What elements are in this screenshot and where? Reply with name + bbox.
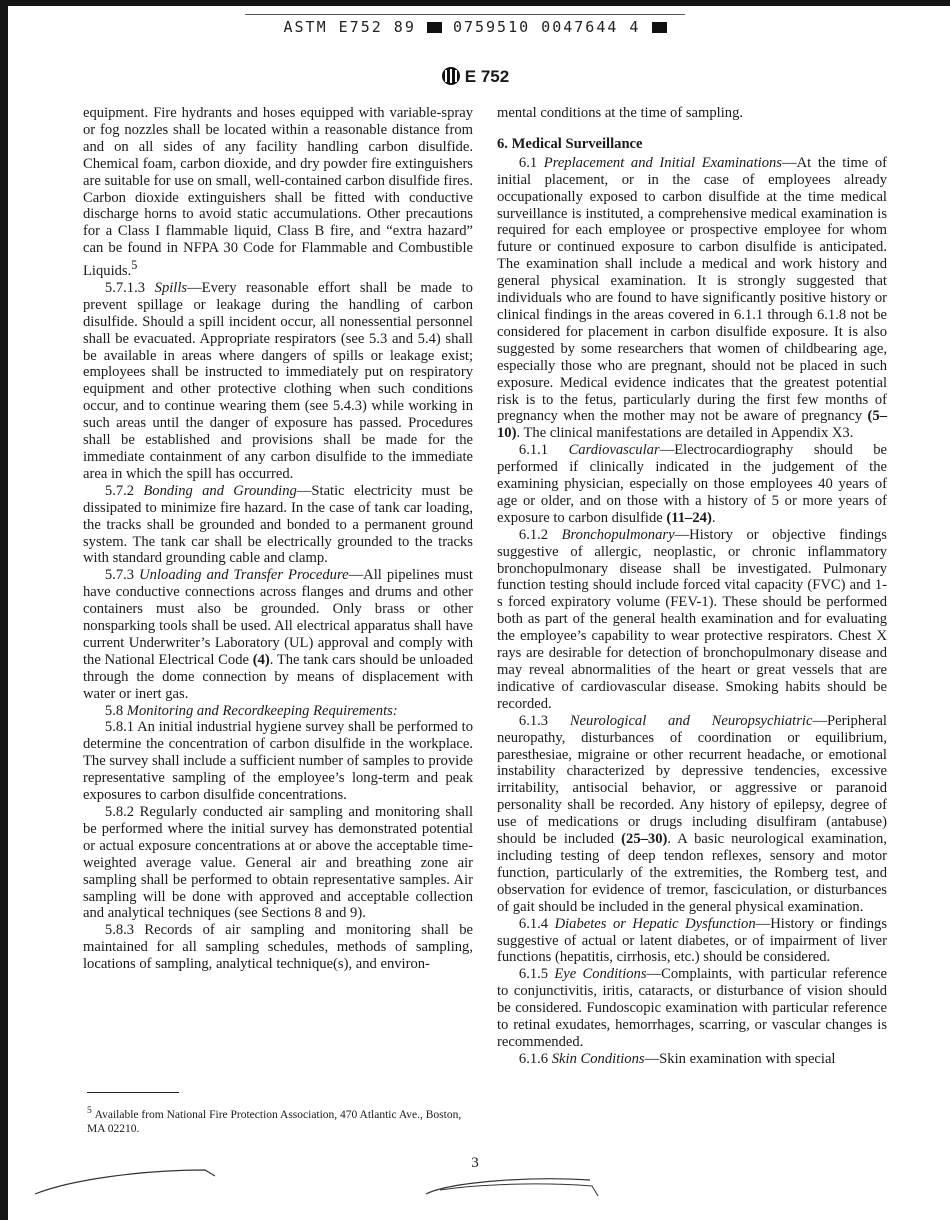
astm-logo-icon [441, 66, 461, 86]
paragraph-eye-conditions: 6.1.5 Eye Conditions—Complaints, with particular reference to conjunctivitis, iritis, cataracts, or disturbance of vision should be considered. Fundoscopic examination with particular reference to retinal exudates, hemorrhages, scarring, or vascular changes is recommended. [497, 966, 887, 1050]
paragraph-bronchopulmonary: 6.1.2 Bronchopulmonary—History or objective findings suggestive of allergic, neoplastic, or chronic inflammatory bronchopulmonary disease shall be investigated. Pulmonary function testing should include forced vital capacity (FVC) and 1-s forced expiratory volume (FEV-1). These should be performed both as part of the general health examination and for evaluating the employee’s capability to wear protective respirators. Chest X rays are desirable for detection of bronchopulmonary disease and may reveal abnormalities of the heart or great vessels that are indicative of cardiovascular disease. Smoking habits should be recorded. [497, 526, 887, 712]
paragraph-bonding-grounding: 5.7.2 Bonding and Grounding—Static electricity must be dissipated to minimize fire hazard. In the case of tank car loading, the tracks shall be grounded and bonded to a permanent ground system. The tank car shall be electrically grounded to the tracks with standard grounding cable and clamp. [83, 482, 473, 567]
standard-designation [0, 66, 950, 87]
paragraph-neurological: 6.1.3 Neurological and Neuropsychiatric—Peripheral neuropathy, disturbances of coordination or equilibrium, paresthesiae, migraine or other recurrent headache, or emotional instability characterized by depressive tendencies, excessive irritability, antisocial behavior, or aggressive or paranoid personality shall be recorded. Any history of epilepsy, degree of use of medications or drugs including disulfiram (antabuse) should be included (25–30). A basic neurological examination, including testing of deep tendon reflexes, sensory and motor function, particularly of the extremities, the Romberg test, and observation for evidence of tremor, fasciculation, or disturbances of gait should be included in the general physical examination. [497, 712, 887, 915]
footnote-mark: 5 [87, 1105, 92, 1116]
header-codes: 0759510 0047644 4 [452, 18, 641, 36]
paragraph-monitoring-heading: 5.8 Monitoring and Recordkeeping Requirements: [104, 702, 398, 719]
paragraph-unloading-transfer: 5.7.3 Unloading and Transfer Procedure—All pipelines must have conductive connections across flanges and drums and other containers must also be grounded. Only brass or other nonsparking tools shall be used. All electrical apparatus shall have current Underwriter’s Laboratory (UL) approval and comply with the National Electrical Code (4). The tank cars should be unloaded through the dome connection by means of displacement with water or inert gas. [83, 567, 473, 702]
paragraph-air-sampling: 5.8.2 Regularly conducted air sampling and monitoring shall be performed where the initial survey has demonstrated potential or actual exposure concentrations at or above the acceptable time-weighted average value. General air and breathing zone air sampling shall be performed to obtain representative samples. Air sampling will be done with approved and acceptable collection and analytical techniques (see Sections 8 and 9). [83, 804, 473, 922]
paragraph-preplacement: 6.1 Preplacement and Initial Examinations—At the time of initial placement, or in the case of employees already occupationally exposed to carbon disulfide at the time medical surveillance is instituted, a comprehensive medical examination is required for each employee or prospective employee for whom future or continued exposure to carbon disulfide is anticipated. The examination shall include a medical and work history and general physical examination. It is strongly suggested that individuals who are found to have significantly positive history or clinical findings in the areas covered in 6.1.1 through 6.1.8 not be considered for placement in carbon disulfide exposure. It is also suggested by some researchers that women of childbearing age, especially those who are pregnant, should not be placed in such exposure. Medical evidence indicates that the greatest potential risk is to the fetus, particularly during the first few months of pregnancy when the mother may not be aware of pregnancy (5–10). The clinical manifestations are detailed in Appendix X3. [497, 154, 887, 442]
header-block-mark [652, 22, 667, 33]
paragraph-records: 5.8.3 Records of air sampling and monitoring shall be maintained for all sampling schedules, methods of sampling, locations of sampling, analytical technique(s), and environ- [83, 922, 473, 973]
paragraph-fire-equipment: equipment. Fire hydrants and hoses equipped with variable-spray or fog nozzles shall be located within a reasonable distance from and on all sides of any facility handling carbon disulfide. Chemical foam, carbon dioxide, and dry powder fire extinguishers are suitable for use on small, well-contained carbon disulfide fires. Carbon dioxide extinguishers shall be fitted with conductive discharge horns to avoid static accumulations. Other precautions for a Class I flammable liquid, Class B fire, and “extra hazard” can be found in NFPA 30 Code for Flammable and Combustible Liquids.$^5$ [83, 105, 473, 280]
paragraph-spills: 5.7.1.3 Spills—Every reasonable effort shall be made to prevent spillage or leakage during the handling of carbon disulfide. Should a spill incident occur, all nonessential personnel shall be evacuated. Appropriate respirators (see 5.3 and 5.4) shall be available in areas where dangers of spills or leakage exist; employees shall be instructed to immediately put on respiratory equipment and other protective clothing when such conditions occur, and to continue wearing them (see 5.4.3) while working in such areas until the danger of exposure has passed. Procedures shall be established and provisions shall be made for the immediate containment of any carbon disulfide to the immediate area in which the spill has occurred. [83, 279, 473, 482]
footnote [87, 1104, 467, 1136]
paragraph-continuation: mental conditions at the time of sampling. [497, 105, 744, 121]
scan-top-border [0, 0, 950, 6]
paragraph-initial-survey: 5.8.1 An initial industrial hygiene survey shall be performed to determine the concentration of carbon disulfide in the workplace. The survey shall include a sufficient number of samples to provide representative sampling of the employee’s long-term and peak exposures to carbon disulfide concentrations. [83, 719, 473, 804]
footnote-reference: 5 [131, 258, 138, 273]
left-column [83, 105, 473, 973]
scan-mark-left [30, 1162, 230, 1202]
paragraph-cardiovascular: 6.1.1 Cardiovascular—Electrocardiography should be performed if clinically indicated in the judgement of the examining physician, especially on those employees 40 years of age or older, and on those with a history of 5 or more years of exposure to carbon disulfide (11–24). [497, 442, 887, 526]
header-designation: ASTM E752 89 [283, 18, 416, 36]
scan-mark-center [420, 1168, 610, 1208]
paragraph-diabetes-hepatic: 6.1.4 Diabetes or Hepatic Dysfunction—History or findings suggestive of actual or latent diabetes, or of impairment of liver functions (hepatitis, cirrhosis, etc.) should be considered. [497, 915, 887, 966]
section-heading-medical-surveillance: 6. Medical Surveillance [497, 135, 643, 152]
footnote-rule [87, 1092, 179, 1093]
document-header [0, 18, 950, 36]
designation-number: E 752 [464, 67, 510, 86]
footnote-text: Available from National Fire Protection Association, 470 Atlantic Ave., Boston, MA 02210. [87, 1108, 462, 1135]
header-rule [245, 14, 685, 15]
paragraph-skin-conditions: 6.1.6 Skin Conditions—Skin examination with special [518, 1050, 836, 1067]
right-column [497, 105, 887, 1068]
page-number: 3 [471, 1155, 479, 1171]
header-block-mark [427, 22, 442, 33]
scan-left-border [0, 0, 8, 1220]
